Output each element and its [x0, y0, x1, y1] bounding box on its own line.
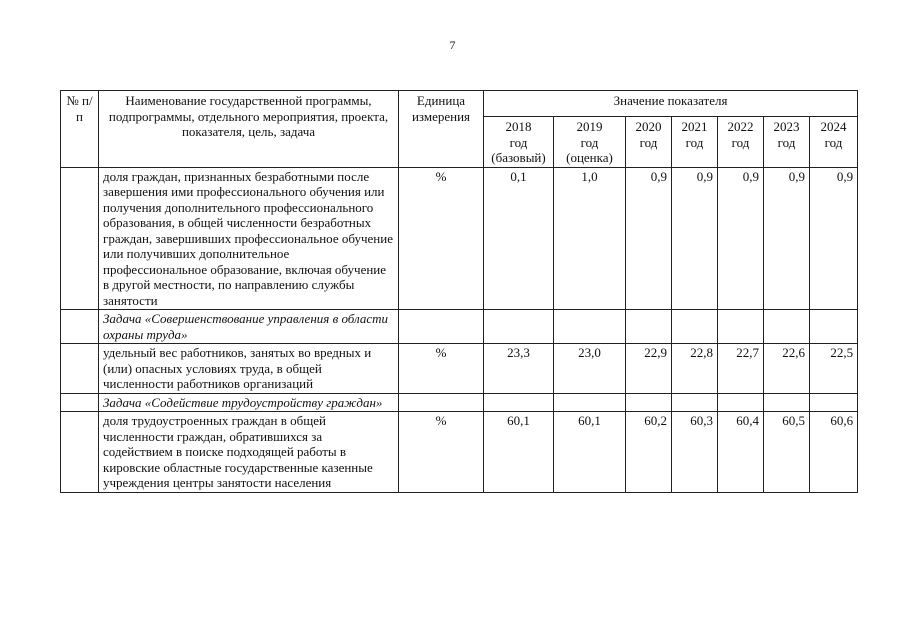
year-header-5	[764, 117, 810, 168]
year-year: 2022	[727, 119, 754, 134]
value-cell: 60,5	[764, 412, 810, 493]
value-cell: 22,8	[672, 344, 718, 394]
year-year: 2020	[635, 119, 662, 134]
value-cell: 22,5	[810, 344, 858, 394]
year-year: 2018	[505, 119, 532, 134]
empty-cell	[626, 393, 672, 412]
indicator-name: доля трудоустроенных граждан в общей численности граждан, обратившихся за содействием в поиске подходящей работы в кировские областные государственные казенные учреждения центры занятости населения	[99, 412, 399, 493]
value-cell: 23,0	[554, 344, 626, 394]
empty-cell	[718, 310, 764, 344]
year-suffix: год	[731, 134, 750, 150]
value-cell: 60,1	[484, 412, 554, 493]
year-note: (оценка)	[566, 150, 613, 165]
empty-cell	[718, 393, 764, 412]
year-suffix: год	[509, 134, 528, 150]
year-year: 2024	[820, 119, 847, 134]
empty-cell	[672, 310, 718, 344]
empty-cell	[810, 393, 858, 412]
empty-cell	[484, 393, 554, 412]
row-number-cell	[61, 310, 99, 344]
value-cell: 0,9	[810, 167, 858, 310]
indicator-name: удельный вес работников, занятых во вредных и (или) опасных условиях труда, в общей численности работников организаций	[99, 344, 399, 394]
empty-cell	[399, 393, 484, 412]
header-row	[61, 91, 858, 117]
unit-cell: %	[399, 344, 484, 394]
value-cell: 1,0	[554, 167, 626, 310]
empty-cell	[484, 310, 554, 344]
year-header-3	[672, 117, 718, 168]
value-cell: 60,1	[554, 412, 626, 493]
value-cell: 60,2	[626, 412, 672, 493]
value-cell: 22,9	[626, 344, 672, 394]
value-cell: 23,3	[484, 344, 554, 394]
empty-cell	[626, 310, 672, 344]
header-values-title: Значение показателя	[484, 91, 858, 117]
year-header-4	[718, 117, 764, 168]
year-note: (базовый)	[491, 150, 546, 165]
indicator-table	[60, 90, 858, 493]
task-name: Задача «Содействие трудоустройству граждан»	[99, 393, 399, 412]
unit-cell: %	[399, 412, 484, 493]
task-row	[61, 393, 858, 412]
year-header-6	[810, 117, 858, 168]
value-cell: 0,9	[626, 167, 672, 310]
page-number: 7	[449, 38, 456, 52]
row-number-cell	[61, 167, 99, 310]
empty-cell	[554, 310, 626, 344]
value-cell: 0,9	[718, 167, 764, 310]
empty-cell	[764, 310, 810, 344]
empty-cell	[399, 310, 484, 344]
value-cell: 22,7	[718, 344, 764, 394]
unit-cell: %	[399, 167, 484, 310]
year-suffix: год	[685, 134, 704, 150]
year-year: 2023	[773, 119, 800, 134]
value-cell: 0,9	[764, 167, 810, 310]
empty-cell	[810, 310, 858, 344]
value-cell: 22,6	[764, 344, 810, 394]
year-year: 2021	[681, 119, 708, 134]
header-unit: Единица измерения	[399, 91, 484, 168]
header-num: № п/п	[61, 91, 99, 168]
indicator-row	[61, 167, 858, 310]
year-header-1	[554, 117, 626, 168]
indicator-row	[61, 412, 858, 493]
indicator-row	[61, 344, 858, 394]
empty-cell	[672, 393, 718, 412]
row-number-cell	[61, 393, 99, 412]
year-suffix: год	[639, 134, 658, 150]
task-name: Задача «Совершенствование управления в области охраны труда»	[99, 310, 399, 344]
value-cell: 0,9	[672, 167, 718, 310]
task-row	[61, 310, 858, 344]
value-cell: 60,3	[672, 412, 718, 493]
row-number-cell	[61, 344, 99, 394]
row-number-cell	[61, 412, 99, 493]
value-cell: 60,6	[810, 412, 858, 493]
empty-cell	[764, 393, 810, 412]
year-year: 2019	[576, 119, 603, 134]
year-header-0	[484, 117, 554, 168]
header-name: Наименование государственной программы, подпрограммы, отдельного мероприятия, проекта, показателя, цель, задача	[99, 91, 399, 168]
year-suffix: год	[824, 134, 843, 150]
year-header-2	[626, 117, 672, 168]
year-suffix: год	[777, 134, 796, 150]
year-suffix: год	[580, 134, 599, 150]
empty-cell	[554, 393, 626, 412]
indicator-name: доля граждан, признанных безработными после завершения ими профессионального обучения или получения дополнительного профессионального образования, в общей численности безработных граждан, завершивших профессиональное обучение или получивших дополнительное профессиональное образование, включая обучение в другой местности, по направлению службы занятости	[99, 167, 399, 310]
value-cell: 60,4	[718, 412, 764, 493]
value-cell: 0,1	[484, 167, 554, 310]
